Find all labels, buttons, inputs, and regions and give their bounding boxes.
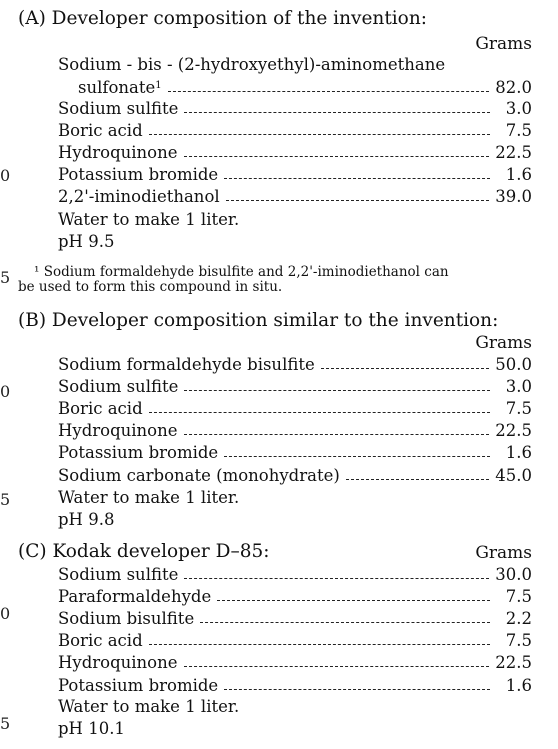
ingredient-value: 2.2 xyxy=(505,609,532,628)
ingredient-name: Potassium bromide xyxy=(58,443,219,462)
margin-mark: 0 xyxy=(0,382,11,401)
footnote xyxy=(18,265,534,295)
ingredient-row xyxy=(58,441,532,462)
ingredient-value: 3.0 xyxy=(505,377,532,396)
ingredient-name: sulfonate$^1$ xyxy=(78,78,162,97)
dot-leader xyxy=(184,578,489,579)
ingredient-row xyxy=(58,607,532,628)
ingredient-value: 1.6 xyxy=(505,676,532,695)
section-c-heading: (C) Kodak developer D–85: xyxy=(18,541,270,562)
section-a-heading: (A) Developer composition of the invention: xyxy=(18,8,427,29)
water-note: Water to make 1 liter. xyxy=(58,488,240,507)
ingredient-row xyxy=(58,563,532,584)
ingredient-value: 22.5 xyxy=(495,143,532,162)
ingredient-row xyxy=(58,585,532,606)
section-a-first-line: Sodium - bis - (2-hydroxyethyl)-aminomethane xyxy=(58,55,446,74)
ingredient-value: 39.0 xyxy=(495,187,532,206)
section-a-grams-header: Grams xyxy=(475,34,532,54)
dot-leader xyxy=(149,644,490,645)
dot-leader xyxy=(184,112,490,113)
section-b-grams-header: Grams xyxy=(475,333,532,353)
ingredient-row xyxy=(58,629,532,650)
ph-value: pH 10.1 xyxy=(58,719,125,738)
ingredient-value: 7.5 xyxy=(505,399,532,418)
ingredient-name: Boric acid xyxy=(58,121,143,140)
ingredient-row xyxy=(58,97,532,118)
ph-value: pH 9.5 xyxy=(58,232,115,251)
margin-mark: 0 xyxy=(0,604,11,623)
ingredient-name: Potassium bromide xyxy=(58,165,219,184)
margin-mark: 0 xyxy=(0,166,11,185)
ingredient-name: Hydroquinone xyxy=(58,653,178,672)
ingredient-value: 82.0 xyxy=(495,78,532,97)
margin-mark: 5 xyxy=(0,714,11,733)
ingredient-name: Sodium carbonate (monohydrate) xyxy=(58,466,340,485)
ingredient-row xyxy=(58,119,532,140)
dot-leader xyxy=(321,368,490,369)
ingredient-row xyxy=(58,674,532,695)
ingredient-value: 22.5 xyxy=(495,421,532,440)
ph-value: pH 9.8 xyxy=(58,510,115,529)
dot-leader xyxy=(224,456,490,457)
ingredient-row xyxy=(58,397,532,418)
ingredient-row xyxy=(58,375,532,396)
ingredient-value: 50.0 xyxy=(495,355,532,374)
ingredient-row xyxy=(58,419,532,440)
footnote-ref: 1 xyxy=(155,80,162,91)
margin-mark: 5 xyxy=(0,268,11,287)
margin-mark: 5 xyxy=(0,490,11,509)
ingredient-row xyxy=(58,651,532,672)
ingredient-name: Sodium bisulfite xyxy=(58,609,195,628)
ingredient-name: Hydroquinone xyxy=(58,143,178,162)
ingredient-value: 22.5 xyxy=(495,653,532,672)
ingredient-value: 30.0 xyxy=(495,565,532,584)
ingredient-value: 45.0 xyxy=(495,466,532,485)
section-b-heading: (B) Developer composition similar to the invention: xyxy=(18,310,499,331)
ingredient-row xyxy=(58,185,532,206)
dot-leader xyxy=(226,200,490,201)
dot-leader xyxy=(217,600,490,601)
footnote-line: be used to form this compound in situ. xyxy=(18,279,283,295)
ingredient-name: Sodium formaldehyde bisulfite xyxy=(58,355,315,374)
water-note: Water to make 1 liter. xyxy=(58,210,240,229)
dot-leader xyxy=(224,178,490,179)
ingredient-name: 2,2'-iminodiethanol xyxy=(58,187,220,206)
ingredient-row xyxy=(58,353,532,374)
ingredient-name: Sodium sulfite xyxy=(58,377,179,396)
dot-leader xyxy=(346,479,489,480)
ingredient-row xyxy=(58,141,532,162)
dot-leader xyxy=(168,91,490,92)
ingredient-row xyxy=(78,76,532,97)
ingredient-row xyxy=(58,464,532,485)
ingredient-value: 1.6 xyxy=(505,165,532,184)
dot-leader xyxy=(184,156,490,157)
dot-leader xyxy=(149,134,490,135)
ingredient-value: 7.5 xyxy=(505,631,532,650)
dot-leader xyxy=(184,666,490,667)
dot-leader xyxy=(224,689,490,690)
dot-leader xyxy=(184,390,490,391)
dot-leader xyxy=(149,412,490,413)
ingredient-name: Hydroquinone xyxy=(58,421,178,440)
footnote-line: ¹ Sodium formaldehyde bisulfite and 2,2'-iminodiethanol can xyxy=(34,264,449,280)
ingredient-value: 3.0 xyxy=(505,99,532,118)
ingredient-value: 7.5 xyxy=(505,587,532,606)
ingredient-name: Boric acid xyxy=(58,399,143,418)
ingredient-value: 7.5 xyxy=(505,121,532,140)
section-c-grams-header: Grams xyxy=(475,543,532,563)
ingredient-name: Sodium sulfite xyxy=(58,565,179,584)
ingredient-name: Paraformaldehyde xyxy=(58,587,212,606)
dot-leader xyxy=(184,434,490,435)
ingredient-name: Sodium sulfite xyxy=(58,99,179,118)
ingredient-row xyxy=(58,163,532,184)
ingredient-value: 1.6 xyxy=(505,443,532,462)
water-note: Water to make 1 liter. xyxy=(58,697,240,716)
dot-leader xyxy=(200,622,490,623)
ingredient-name: Potassium bromide xyxy=(58,676,219,695)
ingredient-name: Boric acid xyxy=(58,631,143,650)
